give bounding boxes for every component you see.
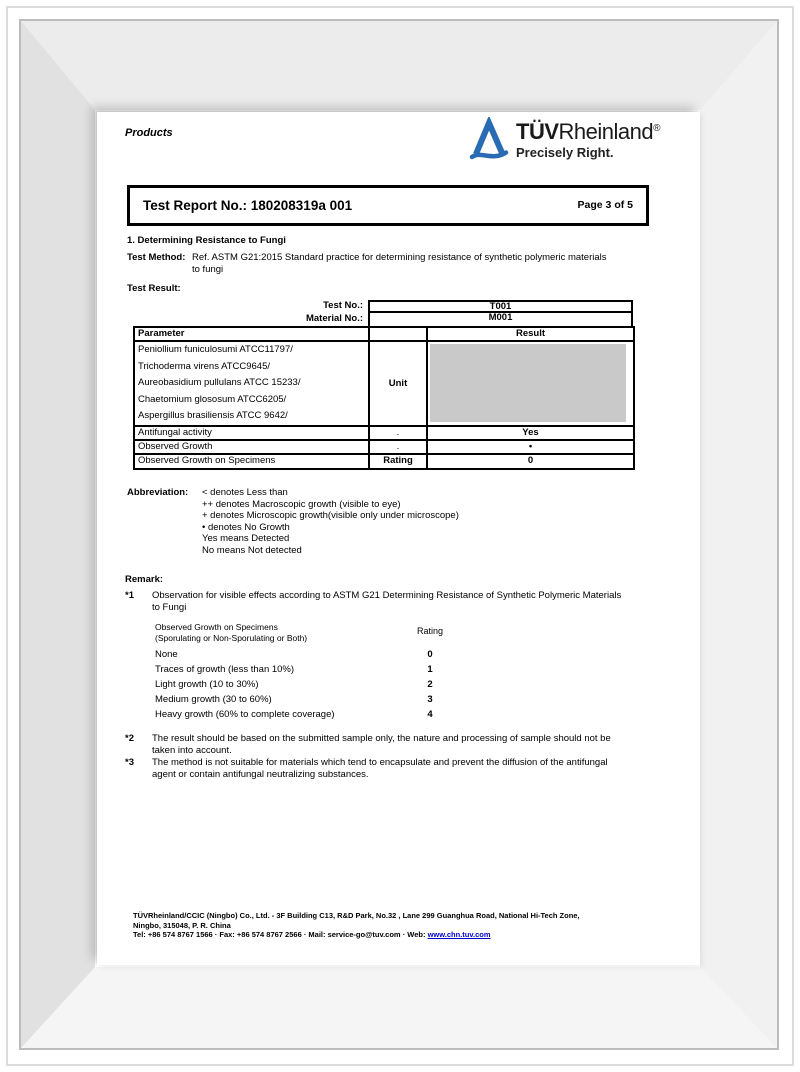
products-label: Products [125,127,173,139]
remark-label: Remark: [125,574,164,585]
test-no-value: T001 [368,300,633,313]
rating-row-label: Heavy growth (60% to complete coverage) [155,709,335,720]
row-result: • [427,440,634,454]
tuv-logo-text [516,117,660,163]
abbreviation-line: < denotes Less than [202,487,288,498]
test-method-text: Ref. ASTM G21:2015 Standard practice for determining resistance of synthetic polymeric materials to fungi [192,252,607,275]
row-result: 0 [427,454,634,469]
rating-row-value: 4 [427,709,433,720]
footer-contact-text: Tel: +86 574 8767 1566 · Fax: +86 574 8767 2566 · Mail: service-go@tuv.com · Web: [133,930,426,939]
rating-row [155,647,485,662]
footer-line1: TÜVRheinland/CCIC (Ningbo) Co., Ltd. - 3F Building C13, R&D Park, No.32 , Lane 299 Guanghua Road, National Hi-Tech Zone, [133,911,580,920]
rating-row-value: 1 [427,664,433,675]
footer-address [133,911,678,940]
row-parameter: Antifungal activity [134,426,369,440]
abbreviation-line: No means Not detected [202,544,302,556]
remark-3-marker: *3 [125,757,134,768]
rating-header-label [155,622,395,643]
rating-header-line2: (Sporulating or Non-Sporulating or Both) [155,632,308,643]
rating-row-label: Traces of growth (less than 10%) [155,664,295,675]
row-unit: . [369,426,427,440]
brand-name [516,117,660,144]
report-page [97,112,700,965]
abbreviation-line: ++ denotes Macroscopic growth (visible to eye) [202,498,401,510]
col-header-parameter: Parameter [134,327,369,341]
rating-row [155,707,485,722]
parameter-result-table [133,326,635,470]
rating-row-label: Medium growth (30 to 60%) [155,694,272,705]
remark-1-marker: *1 [125,590,134,601]
fungi-line: Aspergillus brasiliensis ATCC 9642/ [138,410,288,421]
redacted-gray-box [430,344,626,422]
fungi-list-cell [134,341,369,426]
rating-row-label: None [155,649,178,660]
material-no-label: Material No.: [305,313,363,324]
unit-cell: Unit [369,341,427,426]
rating-table [155,622,485,722]
fungi-line: Aureobasidium pullulans ATCC 15233/ [138,377,301,388]
registered-mark: ® [653,123,660,134]
footer-line3 [133,930,678,940]
material-no-row [133,313,633,326]
material-no-value: M001 [368,313,633,326]
abbreviation-line: • denotes No Growth [202,521,290,533]
report-number-bar [127,185,649,226]
test-no-label: Test No.: [323,300,363,311]
remark-2-marker: *2 [125,733,134,744]
rating-row-value: 3 [427,694,433,705]
abbreviation-label: Abbreviation: [127,487,189,498]
rating-row [155,677,485,692]
rating-row-value: 0 [427,649,433,660]
rating-table-header [155,622,485,643]
row-unit: Rating [369,454,427,469]
row-parameter: Observed Growth [134,440,369,454]
page-indicator: Page 3 of 5 [577,198,633,211]
rating-header-line1: Observed Growth on Specimens [155,622,278,632]
test-no-row [133,300,633,313]
remark-3-text: The method is not suitable for materials which tend to encapsulate and prevent the diffusion of the antifungal agent or contain antifungal neutralizing substances. [152,757,608,780]
row-parameter: Observed Growth on Specimens [134,454,369,469]
result-table [133,300,633,470]
row-result: Yes [427,426,634,440]
rating-row [155,692,485,707]
col-header-unit-empty [369,327,427,341]
rating-row-value: 2 [427,679,433,690]
brand-rheinland: Rheinland [558,119,654,144]
footer-line2: Ningbo, 315048, P. R. China [133,920,231,930]
rating-row [155,662,485,677]
fungi-line: Trichoderma virens ATCC9645/ [138,360,270,372]
col-header-result: Result [427,327,634,341]
remark-1-text: Observation for visible effects according to ASTM G21 Determining Resistance of Synthetic Polymeric Materials to Fungi [152,590,622,613]
report-number: Test Report No.: 180208319a 001 [143,197,353,213]
fungi-line: Peniollium funiculosumi ATCC11797/ [138,344,293,355]
tuv-triangle-icon [469,117,509,163]
fungi-line: Chaetomium glososum ATCC6205/ [138,393,287,405]
tuv-logo [469,117,660,163]
abbreviation-lines [202,487,459,556]
remark-2-text: The result should be based on the submitted sample only, the nature and processing of sample should not be taken into account. [152,733,611,756]
rating-row-label: Light growth (10 to 30%) [155,679,259,690]
brand-tuv: TÜV [516,119,559,144]
test-method-label: Test Method: [127,252,186,263]
abbreviation-line: + denotes Microscopic growth(visible only under microscope) [202,510,459,521]
abbreviation-line: Yes means Detected [202,533,290,544]
result-redacted-cell [427,341,634,426]
section-heading: 1. Determining Resistance to Fungi [127,235,286,246]
footer-web-link[interactable]: www.chn.tuv.com [427,930,491,939]
rating-header-rating: Rating [416,626,443,636]
brand-tagline: Precisely Right. [516,145,614,160]
test-result-label: Test Result: [127,283,181,294]
row-unit: . [369,440,427,454]
